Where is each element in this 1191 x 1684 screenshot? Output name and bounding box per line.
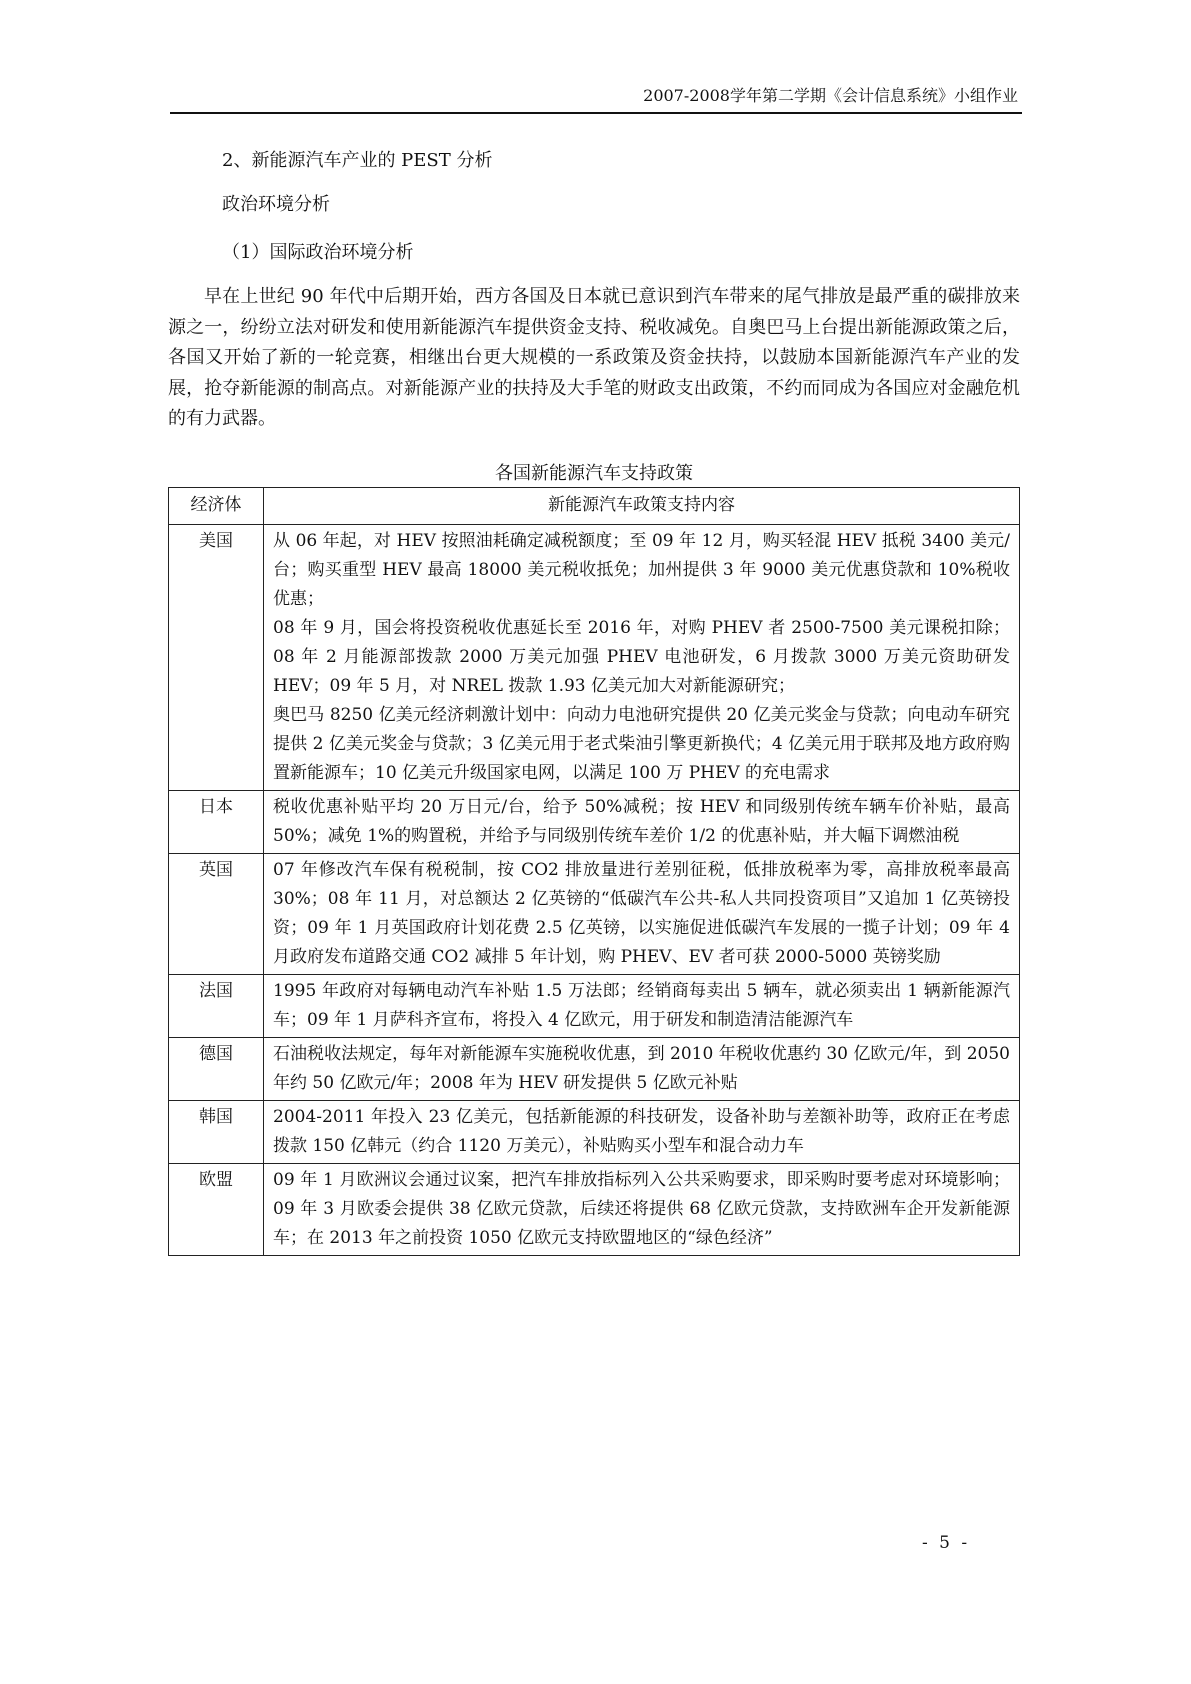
table-row: [169, 854, 1020, 975]
policy-text: 09 年 1 月欧洲议会通过议案，把汽车排放指标列入公共采购要求，即采购时要考虑对环境影响；09 年 3 月欧委会提供 38 亿欧元贷款，后续还将提供 68 亿欧元贷款，支持欧洲车企开发新能源车；在 2013 年之前投资 1050 亿欧元支持欧盟地区的“绿色经济”: [273, 1170, 1010, 1248]
body-paragraph: 早在上世纪 90 年代中后期开始，西方各国及日本就已意识到汽车带来的尾气排放是最严重的碳排放来源之一，纷纷立法对研发和使用新能源汽车提供资金支持、税收减免。自奥巴马上台提出新能源政策之后，各国又开始了新的一轮竞赛，相继出台更大规模的一系政策及资金扶持，以鼓励本国新能源汽车产业的发展，抢夺新能源的制高点。对新能源产业的扶持及大手笔的财政支出政策，不约而同成为各国应对金融危机的有力武器。: [168, 286, 1020, 429]
policy-text: 1995 年政府对每辆电动汽车补贴 1.5 万法郎；经销商每卖出 5 辆车，就必须卖出 1 辆新能源汽车；09 年 1 月萨科齐宣布，将投入 4 亿欧元，用于研发和制造清洁能源汽车: [273, 981, 1010, 1030]
economy-cell: 法国: [169, 975, 264, 1038]
section-title: 2、新能源汽车产业的 PEST 分析: [222, 150, 493, 171]
policy-cell: [264, 791, 1020, 854]
column-header-policy: 新能源汽车政策支持内容: [264, 488, 1020, 525]
policy-text: 08 年 9 月，国会将投资税收优惠延长至 2016 年，对购 PHEV 者 2500-7500 美元课税扣除；08 年 2 月能源部拨款 2000 万美元加强 PHEV 电池研发，6 月拨款 3000 万美元资助研发 HEV；09 年 5 月，对 NREL 拨款 1.93 亿美元加大对新能源研究；: [273, 618, 1010, 696]
policy-text: 2004-2011 年投入 23 亿美元，包括新能源的科技研发，设备补助与差额补助等，政府正在考虑拨款 150 亿韩元（约合 1120 万美元），补贴购买小型车和混合动力车: [273, 1107, 1010, 1156]
policy-text: 从 06 年起，对 HEV 按照油耗确定减税额度；至 09 年 12 月，购买轻混 HEV 抵税 3400 美元/台；购买重型 HEV 最高 18000 美元税收抵免；加州提供 3 年 9000 美元优惠贷款和 10%税收优惠；: [273, 531, 1010, 609]
table-row: [169, 1101, 1020, 1164]
policy-cell: [264, 1038, 1020, 1101]
table-row: [169, 1038, 1020, 1101]
economy-cell: 欧盟: [169, 1164, 264, 1256]
policy-text: 石油税收法规定，每年对新能源车实施税收优惠，到 2010 年税收优惠约 30 亿欧元/年，到 2050 年约 50 亿欧元/年；2008 年为 HEV 研发提供 5 亿欧元补贴: [273, 1044, 1010, 1093]
policy-cell: [264, 1164, 1020, 1256]
table-row: [169, 1164, 1020, 1256]
policy-cell: [264, 525, 1020, 791]
table-caption: 各国新能源汽车支持政策: [495, 463, 693, 484]
table-row: [169, 975, 1020, 1038]
economy-cell: 英国: [169, 854, 264, 975]
economy-cell: 德国: [169, 1038, 264, 1101]
column-header-economy: 经济体: [169, 488, 264, 525]
policy-text: 07 年修改汽车保有税税制，按 CO2 排放量进行差别征税，低排放税率为零，高排放税率最高 30%；08 年 11 月，对总额达 2 亿英镑的“低碳汽车公共-私人共同投资项目”又追加 1 亿英镑投资；09 年 1 月英国政府计划花费 2.5 亿英镑，以实施促进低碳汽车发展的一揽子计划；09 年 4 月政府发布道路交通 CO2 减排 5 年计划，购 PHEV、EV 者可获 2000-5000 英镑奖励: [273, 860, 1010, 967]
policy-cell: [264, 975, 1020, 1038]
header-title: 2007-2008学年第二学期《会计信息系统》小组作业: [643, 86, 1018, 105]
subsection-title: 政治环境分析: [222, 194, 330, 215]
page-number: - 5 -: [922, 1533, 971, 1553]
policy-text: 奥巴马 8250 亿美元经济刺激计划中：向动力电池研究提供 20 亿美元奖金与贷款；向电动车研究提供 2 亿美元奖金与贷款；3 亿美元用于老式柴油引擎更新换代；4 亿美元用于联邦及地方政府购置新能源车；10 亿美元升级国家电网，以满足 100 万 PHEV 的充电需求: [273, 705, 1010, 783]
table-row: [169, 791, 1020, 854]
economy-cell: 美国: [169, 525, 264, 791]
economy-cell: 韩国: [169, 1101, 264, 1164]
table-row: [169, 525, 1020, 791]
policy-text: 税收优惠补贴平均 20 万日元/台，给予 50%减税；按 HEV 和同级别传统车辆车价补贴，最高 50%；减免 1%的购置税，并给予与同级别传统车差价 1/2 的优惠补贴，并大幅下调燃油税: [273, 797, 1010, 846]
economy-cell: 日本: [169, 791, 264, 854]
policy-cell: [264, 854, 1020, 975]
page-header: [170, 84, 1022, 114]
subsubsection-title: （1）国际政治环境分析: [222, 242, 414, 263]
policy-cell: [264, 1101, 1020, 1164]
policy-table: [168, 487, 1020, 1256]
table-header-row: [169, 488, 1020, 525]
